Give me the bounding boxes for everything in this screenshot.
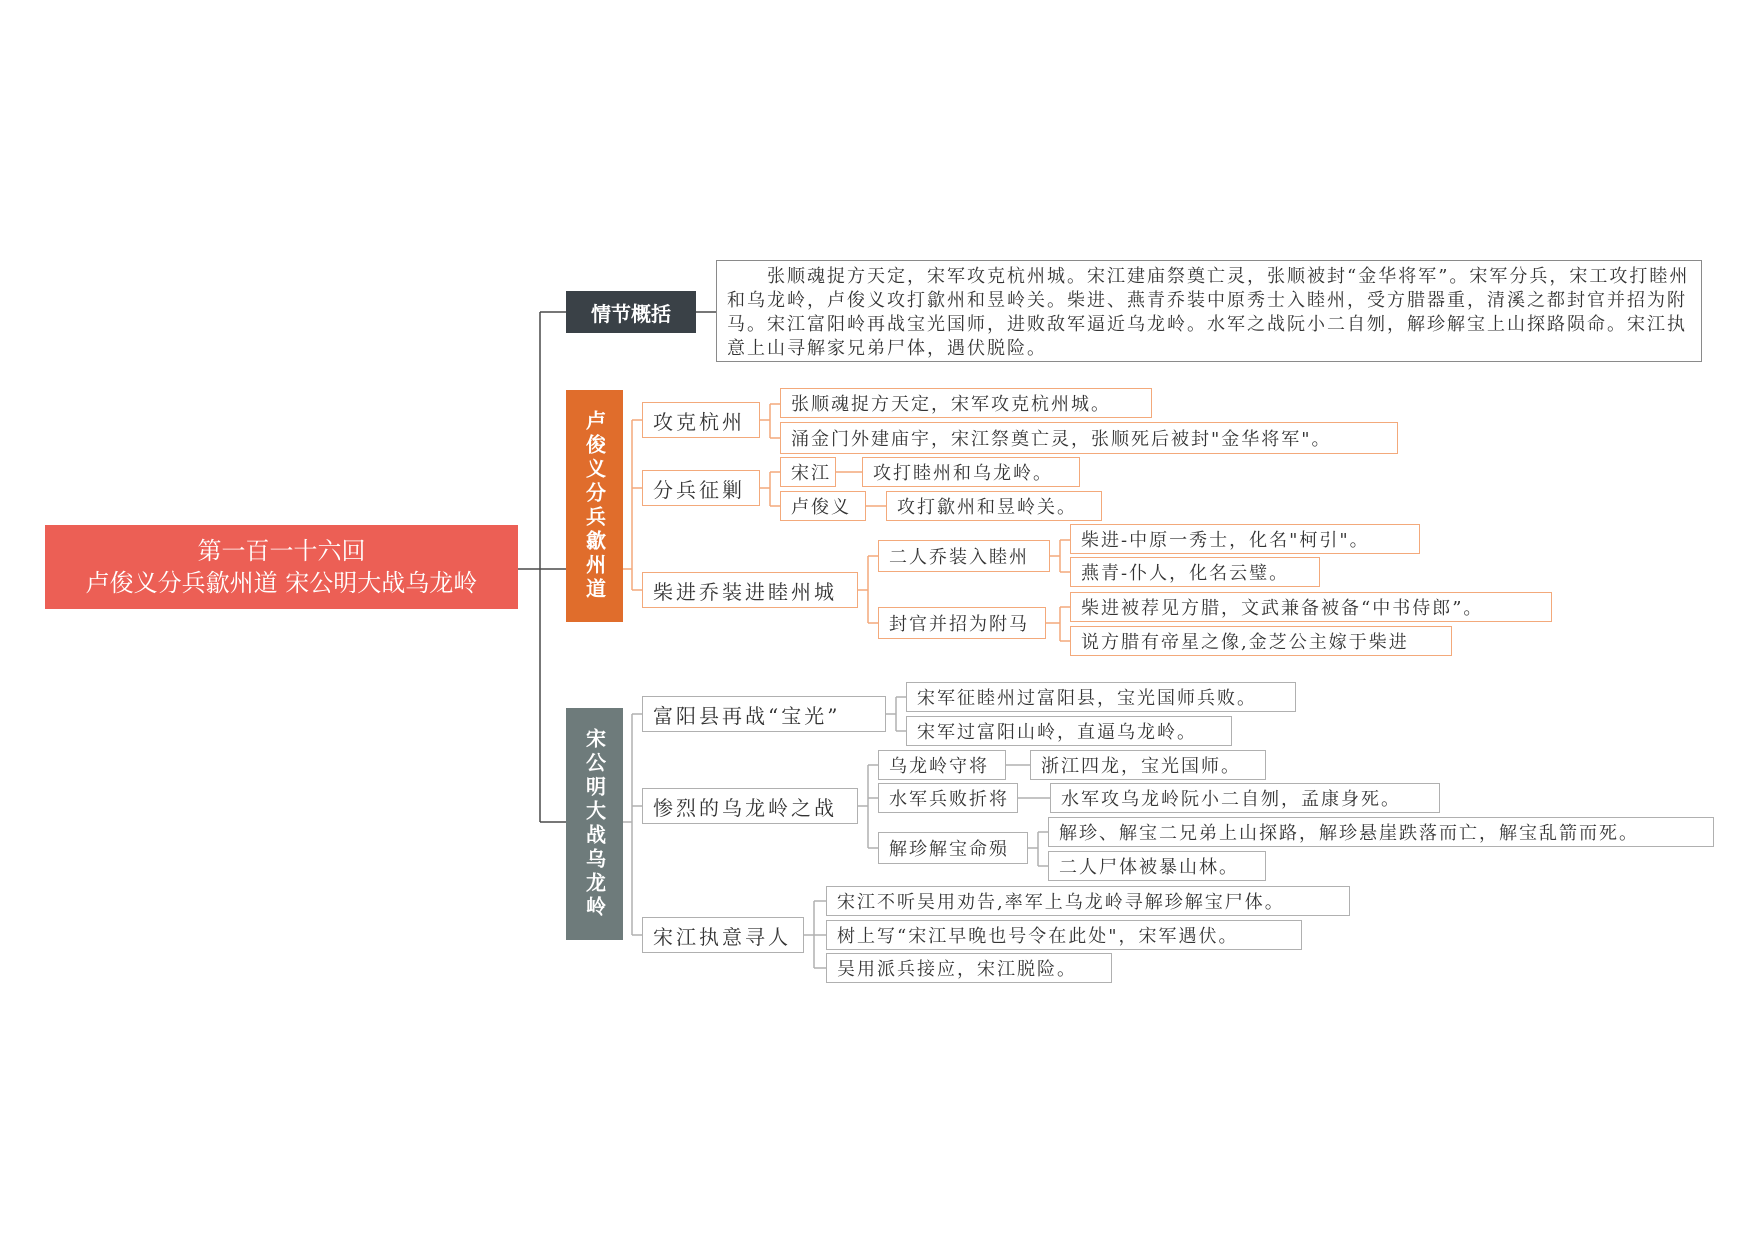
leaf-lu-junyi-task: 攻打歙州和昱岭关。 — [886, 491, 1102, 521]
branch-song-gongming-label: 宋公明大战乌龙岭 — [582, 728, 607, 920]
branch-lu-junyi — [566, 390, 623, 622]
leaf-disguise-2: 燕青-仆人，化名云璧。 — [1070, 557, 1320, 587]
leaf-search-2: 树上写“宋江早晚也号令在此处"，宋军遇伏。 — [826, 920, 1302, 950]
leaf-hangzhou-1: 张顺魂捉方天定，宋军攻克杭州城。 — [780, 388, 1152, 418]
topic-split-forces: 分兵征剿 — [642, 470, 760, 506]
leaf-songjiang: 宋江 — [780, 457, 836, 487]
leaf-navy: 水军兵败折将 — [878, 783, 1018, 813]
leaf-xie-2: 二人尸体被暴山林。 — [1048, 851, 1266, 881]
root-title-line1: 第一百一十六回 — [197, 537, 366, 565]
root-title-line2: 卢俊义分兵歙州道 宋公明大战乌龙岭 — [85, 569, 478, 597]
leaf-disguise-1: 柴进-中原一秀士，化名"柯引"。 — [1070, 524, 1420, 554]
leaf-guard: 乌龙岭守将 — [878, 750, 1006, 780]
leaf-search-1: 宋江不听吴用劝告,率军上乌龙岭寻解珍解宝尸体。 — [826, 886, 1350, 916]
topic-wulong-battle: 惨烈的乌龙岭之战 — [642, 788, 858, 824]
leaf-disguise: 二人乔装入睦州 — [878, 540, 1050, 572]
topic-capture-hangzhou: 攻克杭州 — [642, 402, 760, 438]
summary-topic: 情节概括 — [566, 291, 696, 333]
root-topic — [45, 525, 518, 609]
leaf-fuyang-1: 宋军征睦州过富阳县，宝光国师兵败。 — [906, 682, 1296, 712]
leaf-hangzhou-2: 涌金门外建庙宇，宋江祭奠亡灵，张顺死后被封"金华将军"。 — [780, 422, 1398, 454]
branch-song-gongming — [566, 708, 623, 940]
summary-text: 张顺魂捉方天定，宋军攻克杭州城。宋江建庙祭奠亡灵，张顺被封“金华将军”。宋军分兵，宋工攻打睦州和乌龙岭，卢俊义攻打歙州和昱岭关。柴进、燕青乔装中原秀士入睦州，受方腊器重，清溪之都封官并招为附马。宋江富阳岭再战宝光国师，进败敌军逼近乌龙岭。水军之战阮小二自刎，解珍解宝上山探路陨命。宋江执意上山寻解家兄弟尸体，遇伏脱险。 — [716, 260, 1702, 362]
leaf-lu-junyi: 卢俊义 — [780, 491, 866, 521]
leaf-appoint-1: 柴进被荐见方腊，文武兼备被备“中书侍郎”。 — [1070, 592, 1552, 622]
leaf-guard-1: 浙江四龙，宝光国师。 — [1030, 750, 1266, 780]
topic-search: 宋江执意寻人 — [642, 917, 804, 953]
leaf-appoint: 封官并招为附马 — [878, 607, 1046, 639]
branch-lu-junyi-label: 卢俊义分兵歙州道 — [582, 410, 607, 602]
leaf-songjiang-task: 攻打睦州和乌龙岭。 — [862, 457, 1080, 487]
leaf-fuyang-2: 宋军过富阳山岭，直逼乌龙岭。 — [906, 716, 1232, 746]
leaf-xie-1: 解珍、解宝二兄弟上山探路，解珍悬崖跌落而亡，解宝乱箭而死。 — [1048, 817, 1714, 847]
topic-fuyang: 富阳县再战“宝光” — [642, 696, 886, 732]
topic-chai-jin-disguise: 柴进乔装进睦州城 — [642, 572, 858, 608]
leaf-xie-brothers: 解珍解宝命殒 — [878, 832, 1028, 864]
leaf-search-3: 吴用派兵接应，宋江脱险。 — [826, 953, 1112, 983]
leaf-navy-1: 水军攻乌龙岭阮小二自刎，孟康身死。 — [1050, 783, 1440, 813]
leaf-appoint-2: 说方腊有帝星之像,金芝公主嫁于柴进 — [1070, 626, 1452, 656]
